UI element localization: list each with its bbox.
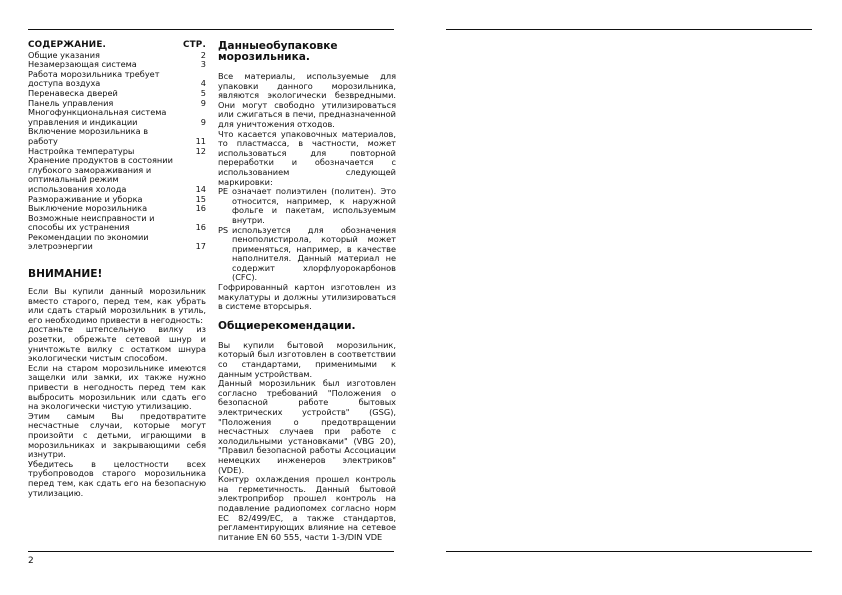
warning-heading: ВНИМАНИЕ! [28,268,103,281]
toc-item-title: Включение морозильника в работу [28,126,149,146]
toc-item [28,108,206,127]
warning-paragraph: достаньте штепсельную вилку из розетки, обрежьте сетевой шнур и уничтожьте вилку с остатком шнура экологически чистым способом. [28,324,206,364]
toc-item-page: 14 [195,183,206,194]
packaging-closing: Гофрированный картон изготовлен из макулатуры и должны утилизироваться в системе вторсырья. [218,282,396,312]
page-number: 2 [28,556,34,566]
general-heading: Общиерекомендации. [218,319,356,332]
warning-paragraph: Если Вы купили данный морозильник вместо старого, перед тем, как убрать или сдать старый морозильник в утиль, его необходимо привести в негодность: [28,286,206,325]
toc-item-page: 4 [200,78,206,89]
toc-list [28,51,206,252]
toc-item-title: Панель управления [28,97,114,108]
general-paragraph: Данный морозильник был изготовлен согласно требований "Положения о безопасной работе бытовых электрических устройств" (GSG), "Положения о предотвращении несчастных случаев при работе с холодильными установками" (VBG 20), "Правил безопасной работы Ассоциации немецких инженеров электриков" (VDE). [218,378,396,475]
toc-item-page: 17 [195,241,206,252]
toc-item [28,70,206,89]
toc-item [28,214,206,233]
toc-item-title: Размораживание и уборка [28,193,143,204]
packaging-body [218,72,396,187]
bottom-rule-right [446,551,812,552]
general-paragraph: Вы купили бытовой морозильник, который был изготовлен в соответствии со стандартами, применимыми к данным устройствам. [218,339,396,379]
marking-item [218,226,396,284]
general-body [218,341,396,542]
warning-body [28,287,206,498]
toc-item-title: Работа морозильника требует доступа воздуха [28,68,160,89]
bottom-rule-left [28,551,394,552]
warning-paragraph: Если на старом морозильнике имеются защелки или замки, их также нужно привести в негодность перед тем как выбросить морозильник или сдать его на экологически чистую утилизацию. [28,362,206,412]
warning-paragraph: Убедитесь в целостности всех трубопроводов старого морозильника перед тем, как сдать его на безопасную утилизацию. [28,458,206,498]
top-rule-left [28,29,394,30]
toc-item-page: 16 [195,222,206,233]
toc-item-page: 16 [195,203,206,214]
toc-item-title: Настройка температуры [28,145,135,156]
marking-text: означает полиэтилен (политен). Это относится, например, к наружной фольге и пакетам, используемым внутри. [232,186,396,225]
toc-page-heading: СТР. [182,40,206,50]
left-column [28,41,206,498]
toc-item-page: 2 [200,49,206,60]
toc-item-title: Выключение морозильника [28,203,148,214]
toc-item-title: Общие указания [28,49,100,60]
packaging-paragraph: Что касается упаковочных материалов, то пластмасса, в частности, может использоваться для повторной переработки и обозначается с использованием следующей маркировки: [218,128,396,187]
table-of-contents [28,41,206,252]
toc-item [28,233,206,252]
warning-paragraph: Этим самым Вы предотвратите несчастные случаи, которые могут произойти с детьми, играющими в морозильниках и закрывающими себя изнутри. [28,410,206,460]
toc-item [28,156,206,194]
marking-code: PS [218,224,229,235]
toc-item-page: 11 [195,135,206,146]
toc-item-page: 5 [200,87,206,98]
toc-item-page: 3 [200,59,206,70]
marking-text: используется для обозначения пенополистирола, который может применяться, например, в качестве наполнителя. Данный материал не содержит хлорфлуорокарбонов (CFC). [232,224,396,283]
general-paragraph: Контур охлаждения прошел контроль на герметичность. Данный бытовой электроприбор прошел контроль на подавление радиопомех согласно норм EC 82/499/EC, а также стандартов, регламентирующих влияние на сетевое питание EN 60 555, части 1-3/DIN VDE [218,474,396,542]
toc-item-page: 9 [200,116,206,127]
toc-item-title: Многофункциональная система управления и индикации [28,107,167,127]
marking-code: PE [218,186,229,197]
toc-title: СОДЕРЖАНИЕ. [28,40,107,50]
toc-item [28,127,206,146]
markings-list [218,187,396,283]
toc-item-title: Возможные неисправности и способы их устранения [28,212,155,233]
toc-item-title: Незамерзающая система [28,59,137,70]
toc-item-title: Рекомендации по экономии элетроэнергии [28,231,149,252]
toc-item-page: 15 [195,193,206,204]
toc-item-page: 12 [195,145,206,156]
marking-item [218,187,396,225]
packaging-heading: Данныеобупаковке морозильника. [218,40,338,63]
toc-item-title: Перенавеска дверей [28,87,118,98]
packaging-paragraph: Все материалы, используемые для упаковки данного морозильника, являются экологически безвредными. Они могут свободно утилизироваться или сжигаться в печи, предназначенной для уничтожения отходов. [218,71,396,129]
toc-item-page: 9 [200,97,206,108]
toc-item-title: Хранение продуктов в состоянии глубокого замораживания и оптимальный режим использования холода [28,155,173,194]
middle-column [218,41,396,542]
top-rule-right [446,29,812,30]
